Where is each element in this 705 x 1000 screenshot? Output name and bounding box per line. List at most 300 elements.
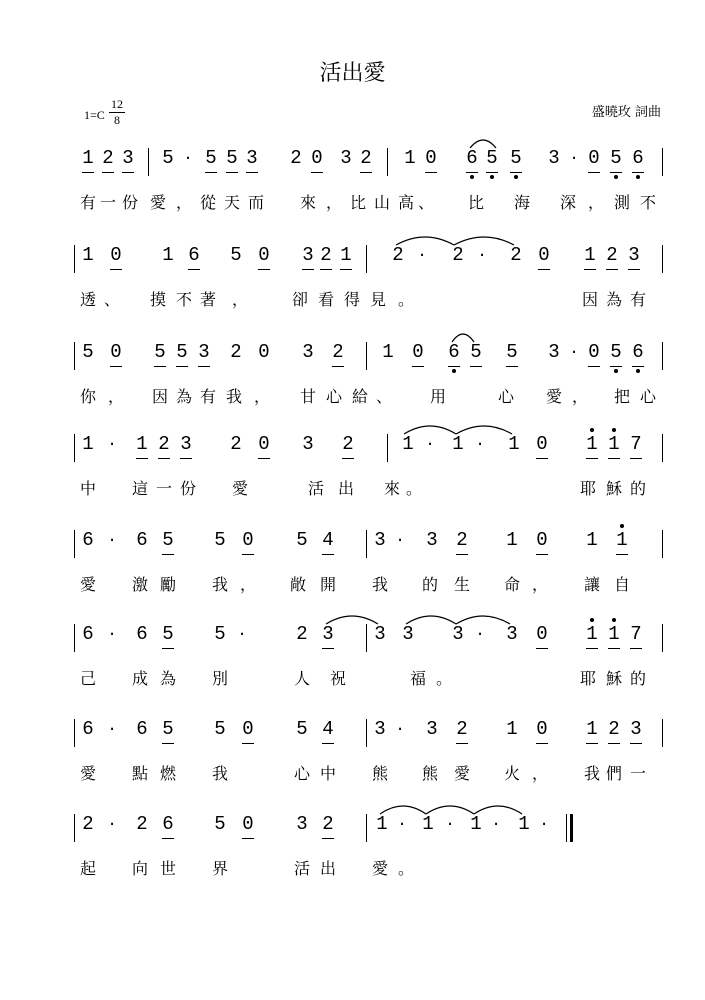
note: 1 [422,813,434,835]
notes-row [0,146,705,180]
lyric-char: 一 [155,479,172,498]
augmentation-dot: · [417,246,427,264]
lyric-char: 自 [613,575,630,594]
note: 5 [608,340,624,374]
composer-credit: 盛曉玫 詞曲 [591,105,661,120]
note: 5 [608,146,624,180]
note: 0 [240,528,256,562]
augmentation-dot: · [475,625,485,643]
note: 2 [340,432,356,466]
note: 3 [296,813,308,835]
lyric-char: 有 [79,193,96,212]
lyric-char: 有 [199,387,216,406]
time-signature [109,98,125,127]
note: 5 [484,146,500,180]
lyric-char: 敞 [289,575,306,594]
lyric-char: 、 [103,290,120,309]
augmentation-dot: · [107,815,117,833]
note: 3 [452,623,464,645]
note: 2 [604,243,620,277]
barline [662,719,663,747]
lyric-char: 的 [629,669,646,688]
lyric-char: 心 [639,387,656,406]
lyric-char: 給 [351,387,368,406]
lyric-char: 激 [131,575,148,594]
time-signature-bottom: 8 [114,113,120,127]
note: 2 [230,433,242,455]
lyric-char: ， [587,193,604,212]
eighth-underline [586,743,598,744]
note: 3 [548,341,560,363]
lyric-char: ， [531,764,548,783]
note: 2 [156,432,172,466]
note: 3 [302,433,314,455]
lyric-char: 得 [343,290,360,309]
lyric-char: 開 [319,575,336,594]
lyric-char: 祝 [329,669,346,688]
note: 1 [586,529,598,551]
lyrics-row [0,574,705,600]
lyrics-row [0,858,705,884]
note: 5 [504,340,520,374]
note: 1 [404,147,416,169]
lyric-char: 比 [467,193,484,212]
note: 3 [426,718,438,740]
lyric-char: 山 [373,193,390,212]
note: 2 [454,717,470,751]
note: 2 [330,340,346,374]
lyric-char: ， [175,193,192,212]
eighth-underline [456,554,468,555]
score-system [0,812,705,907]
note: 0 [240,812,256,846]
note: 0 [536,243,552,277]
note: 5 [214,529,226,551]
note: 3 [300,243,316,277]
note: 2 [318,243,334,277]
note: 5 [203,146,219,180]
note: 1 [614,528,630,562]
eighth-underline [536,743,548,744]
lyric-char: 己 [79,669,96,688]
lyric-char: 因 [581,290,598,309]
lyric-char: 你 [79,387,96,406]
note: 5 [160,622,176,656]
lyric-char: 不 [175,290,192,309]
note: 3 [426,529,438,551]
note: 1 [162,244,174,266]
eighth-underline [630,743,642,744]
lyric-char: 愛 [79,575,96,594]
note: 2 [82,813,94,835]
lyric-char: 見 [369,290,386,309]
high-octave-dot [620,524,624,528]
note: 5 [224,146,240,180]
lyric-char: 我 [371,575,388,594]
lyric-char: 成 [131,669,148,688]
lyric-char: 份 [179,479,196,498]
lyric-char: 把 [613,387,630,406]
lyric-char: 耶 [579,669,596,688]
augmentation-dot: · [477,246,487,264]
note: 1 [584,432,600,466]
lyric-char: 。 [397,290,414,309]
lyric-char: 為 [605,290,622,309]
lyric-char: 心 [325,387,342,406]
lyric-char: 愛 [231,479,248,498]
lyric-char: 人 [293,669,310,688]
lyric-char: ， [239,575,256,594]
note: 6 [630,146,646,180]
note: 1 [338,243,354,277]
note: 3 [628,717,644,751]
note: 5 [468,340,484,374]
note: 3 [374,718,386,740]
lyric-char: 燃 [159,764,176,783]
note: 3 [178,432,194,466]
barline [366,719,367,747]
notes-row [0,622,705,656]
lyric-char: 我 [211,575,228,594]
lyric-char: 中 [79,479,96,498]
slur-layer [0,812,705,842]
note: 1 [606,622,622,656]
lyric-char: 耶 [579,479,596,498]
note: 0 [586,146,602,180]
lyric-char: 心 [293,764,310,783]
note: 7 [628,622,644,656]
score-system [0,717,705,812]
lyric-char: 海 [513,193,530,212]
note: 3 [626,243,642,277]
score-system [0,243,705,338]
note: 3 [506,623,518,645]
note: 5 [162,147,174,169]
note: 1 [376,813,388,835]
note: 0 [256,432,272,466]
eighth-underline [616,554,628,555]
note: 3 [302,341,314,363]
augmentation-dot: · [397,815,407,833]
note: 6 [82,623,94,645]
notes-row [0,243,705,277]
note: 6 [136,623,148,645]
note: 2 [100,146,116,180]
note: 0 [410,340,426,374]
note: 2 [510,244,522,266]
barline [662,530,663,558]
lyric-char: 界 [211,859,228,878]
augmentation-dot: · [425,435,435,453]
lyric-char: 愛 [453,764,470,783]
lyric-char: ， [571,387,588,406]
note: 5 [508,146,524,180]
slur-layer [0,432,705,462]
lyrics-row [0,192,705,218]
lyric-char: 份 [121,193,138,212]
note: 3 [244,146,260,180]
note: 5 [160,528,176,562]
augmentation-dot: · [107,625,117,643]
lyric-char: 我 [225,387,242,406]
lyric-char: 。 [435,669,452,688]
lyric-char: 中 [319,764,336,783]
score-system [0,340,705,435]
note: 2 [320,812,336,846]
note: 0 [309,146,325,180]
note: 5 [214,623,226,645]
note: 1 [402,433,414,455]
note: 4 [320,528,336,562]
note: 2 [230,341,242,363]
lyric-char: 命 [503,575,520,594]
note: 2 [290,147,302,169]
note: 5 [296,529,308,551]
score-system [0,432,705,527]
note: 6 [630,340,646,374]
lyric-char: 天 [223,193,240,212]
note: 2 [392,244,404,266]
note: 4 [320,717,336,751]
lyric-char: 從 [199,193,216,212]
slur-layer [0,243,705,273]
eighth-underline [322,743,334,744]
lyrics-row [0,386,705,412]
lyric-char: 摸 [149,290,166,309]
note: 1 [582,243,598,277]
slur-layer [0,340,705,370]
note: 0 [534,432,550,466]
eighth-underline [162,554,174,555]
lyric-char: 不 [639,193,656,212]
note: 3 [320,622,336,656]
note: 5 [152,340,168,374]
note: 1 [584,717,600,751]
lyric-char: 用 [429,387,446,406]
augmentation-dot: · [237,625,247,643]
barline [366,530,367,558]
note: 2 [296,623,308,645]
lyric-char: 別 [211,669,228,688]
lyric-char: 一 [99,193,116,212]
note: 6 [136,529,148,551]
lyric-char: 有 [629,290,646,309]
lyric-char: ， [107,387,124,406]
lyric-char: 熊 [371,764,388,783]
note: 1 [584,622,600,656]
note: 2 [358,146,374,180]
note: 6 [464,146,480,180]
note: 6 [82,718,94,740]
lyric-char: 測 [613,193,630,212]
lyric-char: 心 [497,387,514,406]
note: 5 [296,718,308,740]
note: 5 [174,340,190,374]
lyric-char: ， [325,193,342,212]
note: 1 [518,813,530,835]
lyric-char: 穌 [605,479,622,498]
lyric-char: 穌 [605,669,622,688]
lyric-char: 一 [629,764,646,783]
lyric-char: 出 [337,479,354,498]
lyric-char: 為 [175,387,192,406]
lyrics-row [0,763,705,789]
note: 6 [160,812,176,846]
lyric-char: 活 [293,859,310,878]
lyrics-row [0,668,705,694]
note: 0 [586,340,602,374]
note: 3 [340,147,352,169]
lyric-char: 因 [151,387,168,406]
note: 1 [82,244,94,266]
lyric-char: 。 [397,859,414,878]
augmentation-dot: · [107,435,117,453]
lyric-char: 愛 [149,193,166,212]
augmentation-dot: · [107,531,117,549]
lyric-char: 勵 [159,575,176,594]
lyric-char: 來 [383,479,400,498]
augmentation-dot: · [475,435,485,453]
lyric-char: 生 [453,575,470,594]
time-signature-top: 12 [111,97,123,111]
lyric-char: 活 [307,479,324,498]
note: 5 [230,244,242,266]
augmentation-dot: · [539,815,549,833]
note: 1 [470,813,482,835]
note: 6 [136,718,148,740]
lyric-char: 我 [583,764,600,783]
lyric-char: 來 [299,193,316,212]
lyric-char: 愛 [371,859,388,878]
lyrics-row [0,478,705,504]
lyric-char: 我 [211,764,228,783]
lyric-char: 比 [349,193,366,212]
note: 3 [548,147,560,169]
note: 3 [374,529,386,551]
augmentation-dot: · [395,531,405,549]
lyric-char: 出 [319,859,336,878]
note: 6 [82,529,94,551]
lyric-char: 福 [409,669,426,688]
key-tonic: 1=C [84,108,105,122]
lyric-char: ， [231,290,248,309]
note: 1 [506,529,518,551]
eighth-underline [456,743,468,744]
note: 1 [80,146,96,180]
lyric-char: 。 [405,479,422,498]
augmentation-dot: · [569,149,579,167]
note: 0 [108,340,124,374]
note: 5 [160,717,176,751]
eighth-underline [242,743,254,744]
notes-row [0,340,705,374]
augmentation-dot: · [491,815,501,833]
eighth-underline [608,743,620,744]
lyric-char: 看 [317,290,334,309]
slur-layer [0,622,705,652]
note: 2 [606,717,622,751]
lyric-char: ， [531,575,548,594]
song-title: 活出愛 [319,61,386,86]
augmentation-dot: · [569,343,579,361]
notes-row [0,812,705,846]
note: 3 [120,146,136,180]
lyric-char: 、 [417,193,434,212]
note: 3 [402,623,414,645]
lyric-char: 甘 [299,387,316,406]
note: 2 [452,244,464,266]
note: 2 [136,813,148,835]
lyric-char: 向 [131,859,148,878]
lyric-char: 愛 [545,387,562,406]
note: 1 [134,432,150,466]
lyric-char: 透 [79,290,96,309]
note: 6 [446,340,462,374]
lyric-char: 而 [247,193,264,212]
lyric-char: 的 [629,479,646,498]
note: 5 [82,341,94,363]
slur-layer [0,146,705,176]
note: 1 [452,433,464,455]
augmentation-dot: · [395,720,405,738]
note: 0 [256,243,272,277]
note: 0 [423,146,439,180]
lyric-char: 愛 [79,764,96,783]
note: 1 [506,718,518,740]
eighth-underline [322,554,334,555]
eighth-underline [162,743,174,744]
lyric-char: 火 [503,764,520,783]
lyric-char: 深 [559,193,576,212]
note: 5 [214,718,226,740]
note: 6 [186,243,202,277]
lyric-char: ， [253,387,270,406]
note: 7 [628,432,644,466]
lyric-char: 點 [131,764,148,783]
score-system [0,622,705,717]
lyric-char: 、 [375,387,392,406]
note: 0 [534,528,550,562]
lyric-char: 起 [79,859,96,878]
score-system [0,528,705,623]
lyric-char: 高 [397,193,414,212]
note: 2 [454,528,470,562]
note: 0 [534,717,550,751]
barline [74,530,75,558]
note: 1 [382,341,394,363]
lyric-char: 的 [421,575,438,594]
lyric-char: 這 [131,479,148,498]
notes-row [0,432,705,466]
slur [470,140,496,148]
note: 3 [196,340,212,374]
lyric-char: 卻 [291,290,308,309]
note: 1 [508,433,520,455]
eighth-underline [242,554,254,555]
lyric-char: 們 [605,764,622,783]
lyric-char: 為 [159,669,176,688]
note: 0 [108,243,124,277]
note: 1 [82,433,94,455]
barline [74,719,75,747]
lyric-char: 讓 [583,575,600,594]
lyric-char: 世 [159,859,176,878]
augmentation-dot: · [107,720,117,738]
note: 1 [606,432,622,466]
note: 5 [214,813,226,835]
score-system [0,146,705,241]
augmentation-dot: · [183,149,193,167]
